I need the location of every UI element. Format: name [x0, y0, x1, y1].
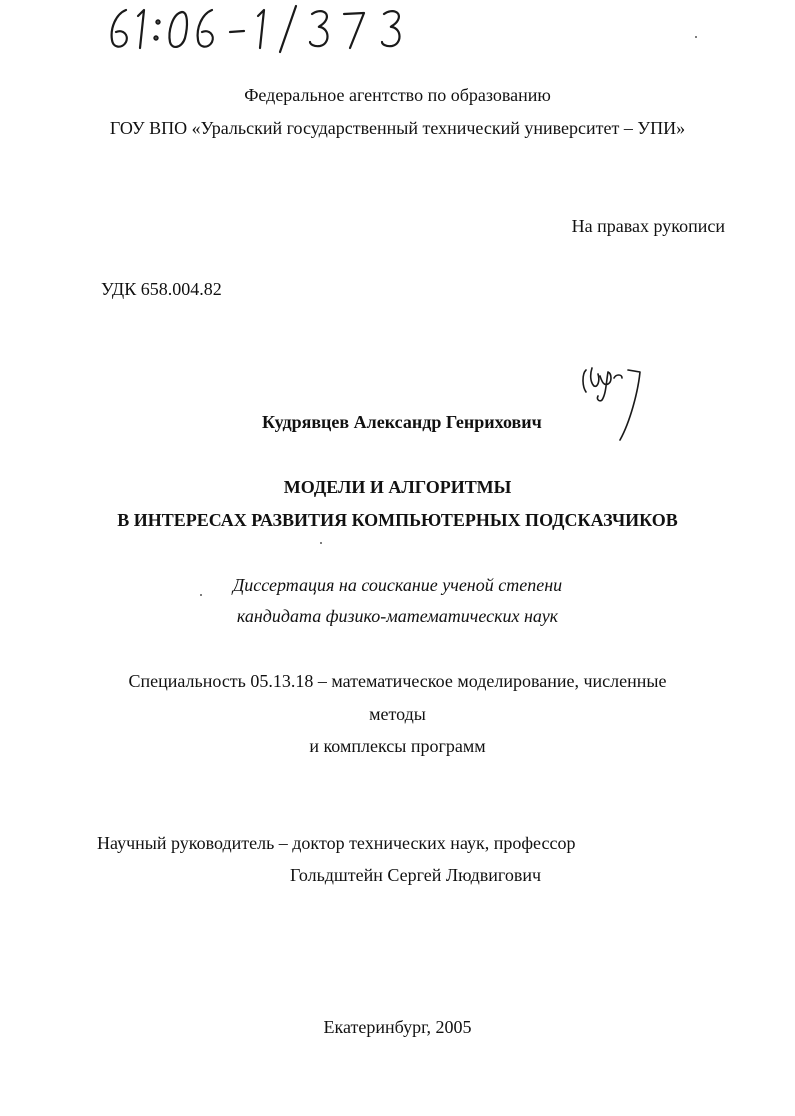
author-name: Кудрявцев Александр Генрихович: [262, 412, 542, 432]
handwritten-signature: [578, 364, 648, 444]
agency-name: Федеральное агентство по образованию: [244, 85, 551, 105]
handwritten-archive-number: [100, 2, 430, 54]
scan-speck: [320, 542, 322, 544]
scan-speck: [695, 36, 697, 38]
specialty-line-2: методы: [369, 704, 426, 724]
udk-code: УДК 658.004.82: [101, 279, 222, 299]
supervisor-name: Гольдштейн Сергей Людвигович: [290, 865, 542, 885]
dissertation-line-1: Диссертация на соискание ученой степени: [232, 575, 563, 595]
supervisor-line-1: Научный руководитель – доктор технических наук, профессор: [97, 833, 576, 853]
scan-speck: [200, 594, 202, 596]
thesis-title-line-2: В ИНТЕРЕСАХ РАЗВИТИЯ КОМПЬЮТЕРНЫХ ПОДСКАЗЧИКОВ: [117, 510, 678, 530]
thesis-title-line-1: МОДЕЛИ И АЛГОРИТМЫ: [283, 477, 512, 497]
dissertation-line-2: кандидата физико-математических наук: [236, 606, 559, 626]
manuscript-rights: На правах рукописи: [571, 216, 725, 236]
university-name: ГОУ ВПО «Уральский государственный технический университет – УПИ»: [109, 118, 686, 138]
specialty-line-3: и комплексы программ: [309, 736, 486, 756]
city-year: Екатеринбург, 2005: [323, 1017, 472, 1037]
specialty-line-1: Специальность 05.13.18 – математическое моделирование, численные: [128, 671, 667, 691]
